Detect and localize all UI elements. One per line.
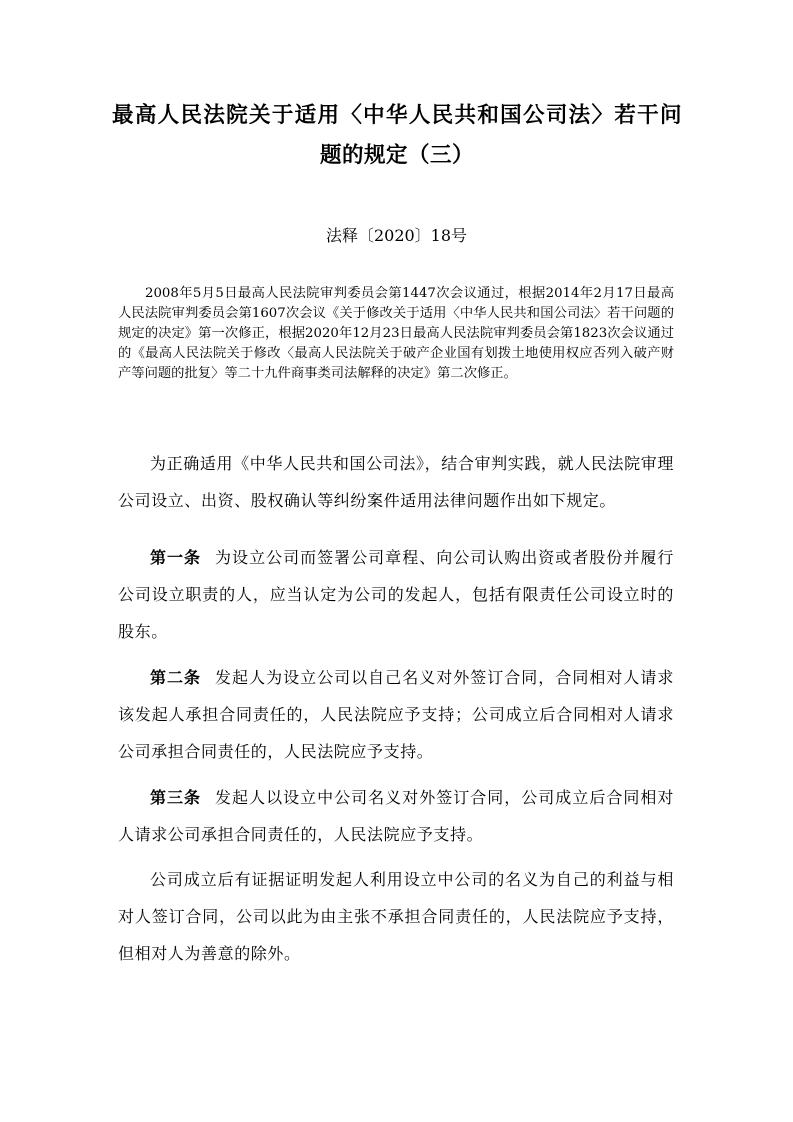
- article-1: [118, 539, 674, 650]
- document-title: 最高人民法院关于适用〈中华人民共和国公司法〉若干问题的规定（三）: [112, 103, 682, 168]
- article-3-text: 发起人以设立中公司名义对外签订合同，公司成立后合同相对人请求公司承担合同责任的，人民法院应予支持。: [118, 788, 674, 844]
- preamble-paragraph: 为正确适用《中华人民共和国公司法》，结合审判实践，就人民法院审理公司设立、出资、股权确认等纠纷案件适用法律问题作出如下规定。: [118, 454, 674, 510]
- article-3-paragraph-2: 公司成立后有证据证明发起人利用设立中公司的名义为自己的利益与相对人签订合同，公司以此为由主张不承担合同责任的，人民法院应予支持，但相对人为善意的除外。: [118, 870, 674, 963]
- article-1-text: 为设立公司而签署公司章程、向公司认购出资或者股份并履行公司设立职责的人，应当认定为公司的发起人，包括有限责任公司设立时的股东。: [118, 548, 674, 641]
- article-1-heading: 第一条: [150, 548, 202, 567]
- article-3-heading: 第三条: [150, 788, 202, 807]
- article-2-text: 发起人为设立公司以自己名义对外签订合同，合同相对人请求该发起人承担合同责任的，人民法院应予支持；公司成立后合同相对人请求公司承担合同责任的，人民法院应予支持。: [118, 668, 674, 761]
- document-number: 法释〔2020〕18号: [325, 226, 468, 245]
- article-2-heading: 第二条: [150, 668, 202, 687]
- revision-history: 2008年5月5日最高人民法院审判委员会第1447次会议通过，根据2014年2月17日最高人民法院审判委员会第1607次会议《关于修改关于适用〈中华人民共和国公司法〉若干问题的规定的决定》第一次修正，根据2020年12月23日最高人民法院审判委员会第1823次会议通过的《最高人民法院关于修改〈最高人民法院关于破产企业国有划拨土地使用权应否列入破产财产等问题的批复〉等二十九件商事类司法解释的决定》第二次修正。: [118, 286, 674, 381]
- article-2: [118, 659, 674, 770]
- article-3: [118, 779, 674, 853]
